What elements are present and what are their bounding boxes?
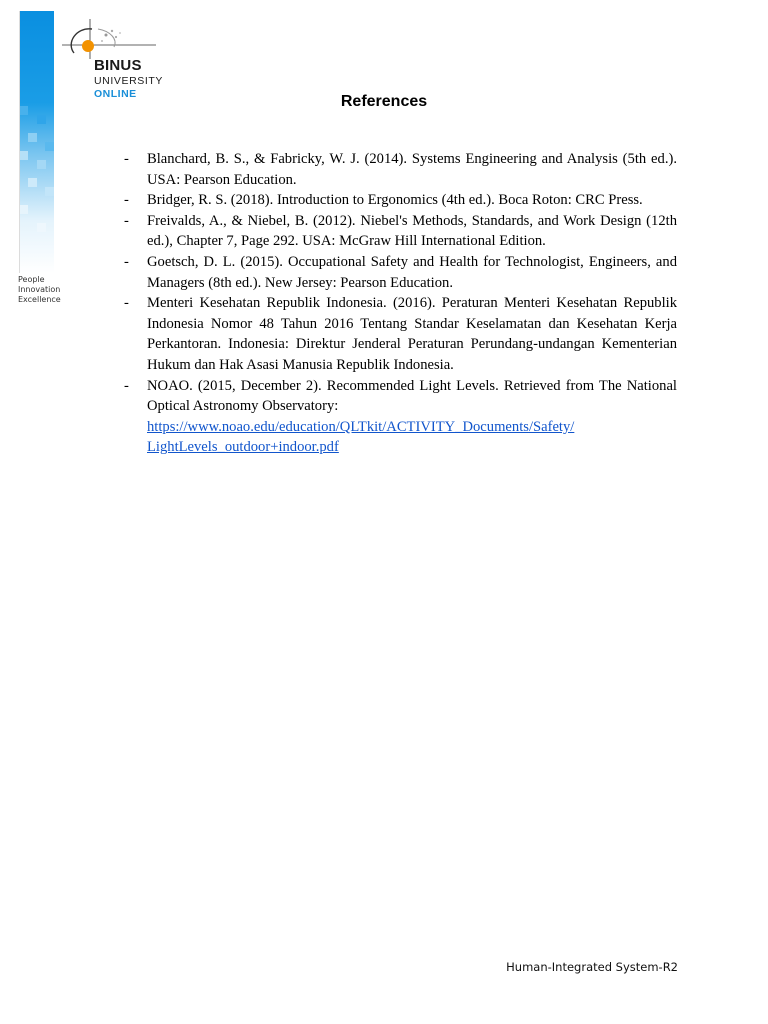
binus-logo-mark-icon: [58, 17, 158, 59]
page-title: References: [340, 93, 428, 110]
reference-item: [120, 376, 677, 458]
reference-text: Bridger, R. S. (2018). Introduction to Ergonomics (4th ed.). Boca Roton: CRC Press.: [147, 192, 643, 209]
list-dash: -: [124, 253, 129, 270]
reference-item: [120, 190, 677, 211]
reference-item: [120, 252, 677, 293]
list-dash: -: [124, 192, 129, 209]
reference-url-link[interactable]: [147, 417, 677, 458]
list-dash: -: [124, 295, 129, 312]
decorative-side-strip: [19, 11, 54, 273]
logo-binus-text: BINUS: [94, 57, 142, 74]
reference-text: Freivalds, A., & Niebel, B. (2012). Niebel's Methods, Standards, and Work Design (12th ed.), Chapter 7, Page 292. USA: McGraw Hill International Edition.: [147, 212, 677, 250]
reference-item: [120, 293, 677, 375]
reference-url-line-2: LightLevels_outdoor+indoor.pdf: [147, 439, 339, 456]
reference-text: Menteri Kesehatan Republik Indonesia. (2016). Peraturan Menteri Kesehatan Republik Indonesia Nomor 48 Tahun 2016 Tentang Standar Keselamatan dan Kesehatan Kerja Perkantoran. Indonesia: Direktur Jenderal Peraturan Perundang-undangan Kementerian Hukum dan Hak Asasi Manusia Republik Indonesia.: [147, 295, 677, 373]
list-dash: -: [124, 151, 129, 167]
pixel-gradient-graphic: [19, 11, 54, 273]
footer-course-label: Human-Integrated System-R2: [506, 960, 678, 974]
reference-text: Blanchard, B. S., & Fabricky, W. J. (2014). Systems Engineering and Analysis (5th ed.). USA: Pearson Education.: [147, 151, 677, 188]
reference-url-line-1: https://www.noao.edu/education/QLTkit/ACTIVITY_Documents/Safety/: [147, 418, 575, 435]
tagline-excellence: Excellence: [18, 295, 61, 304]
brand-tagline: [18, 275, 61, 305]
reference-list: [120, 149, 677, 458]
reference-item: [120, 149, 677, 190]
reference-item: [120, 211, 677, 252]
reference-text: NOAO. (2015, December 2). Recommended Light Levels. Retrieved from The National Optical Astronomy Observatory:: [147, 377, 677, 415]
logo-online-text: ONLINE: [94, 88, 137, 100]
list-dash: -: [124, 212, 129, 229]
tagline-people: People: [18, 275, 45, 284]
binus-logo: [58, 17, 170, 103]
list-dash: -: [124, 377, 129, 394]
logo-university-text: UNIVERSITY: [94, 75, 164, 87]
tagline-innovation: Innovation: [18, 285, 61, 294]
reference-text: Goetsch, D. L. (2015). Occupational Safety and Health for Technologist, Engineers, and Managers (8th ed.). New Jersey: Pearson Education.: [147, 253, 677, 291]
